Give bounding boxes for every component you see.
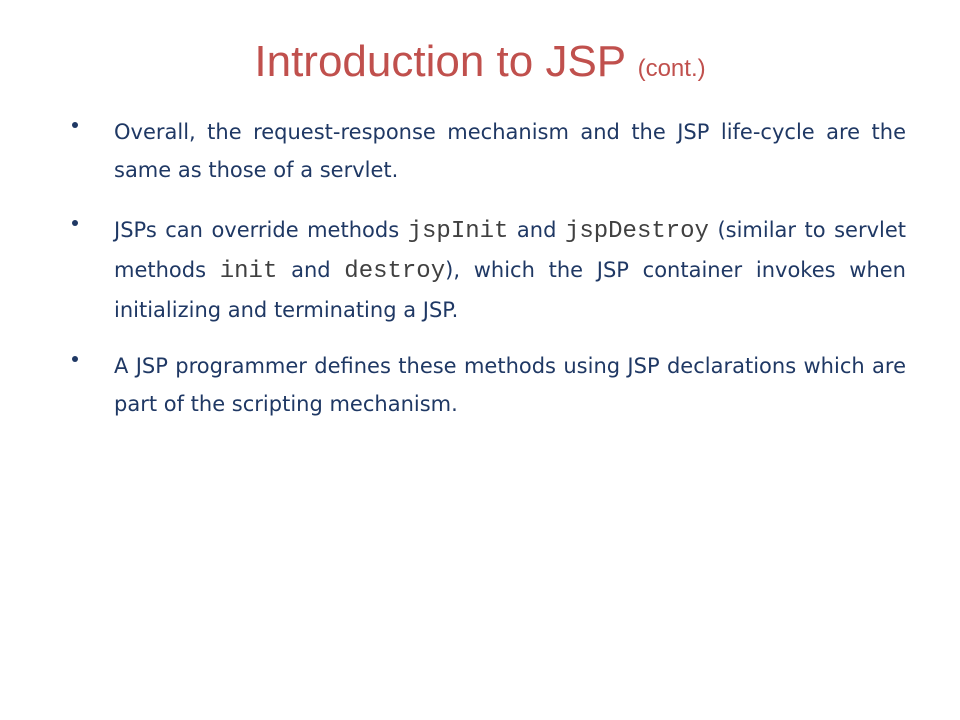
bullet-dot-icon (72, 356, 78, 362)
bullet-text-segment: and (277, 258, 345, 282)
code-init: init (219, 258, 278, 285)
bullet-text-segment: and (508, 218, 565, 242)
slide-title-suffix: (cont.) (637, 55, 706, 82)
bullet-text-segment: (similar to servlet methods (114, 218, 907, 282)
slide-title-main: Introduction to JSP (254, 37, 626, 86)
bullet-text: A JSP programmer defines these methods using JSP declarations which are part of the scripting mechanism. (114, 354, 906, 416)
bullet-text: Overall, the request-response mechanism and the JSP life-cycle are the same as those of a servlet. (114, 120, 906, 182)
bullet-dot-icon (72, 122, 78, 128)
bullet-text (114, 211, 906, 329)
bullet-text-segment: JSPs can override methods (114, 218, 408, 242)
code-jspdestroy: jspDestroy (564, 218, 709, 245)
code-destroy: destroy (344, 258, 446, 285)
bullet-dot-icon (72, 220, 78, 226)
bullet-text-segment: ), which the JSP container invokes when initializing and terminating a JSP. (114, 258, 906, 322)
code-jspinit: jspInit (407, 218, 509, 245)
